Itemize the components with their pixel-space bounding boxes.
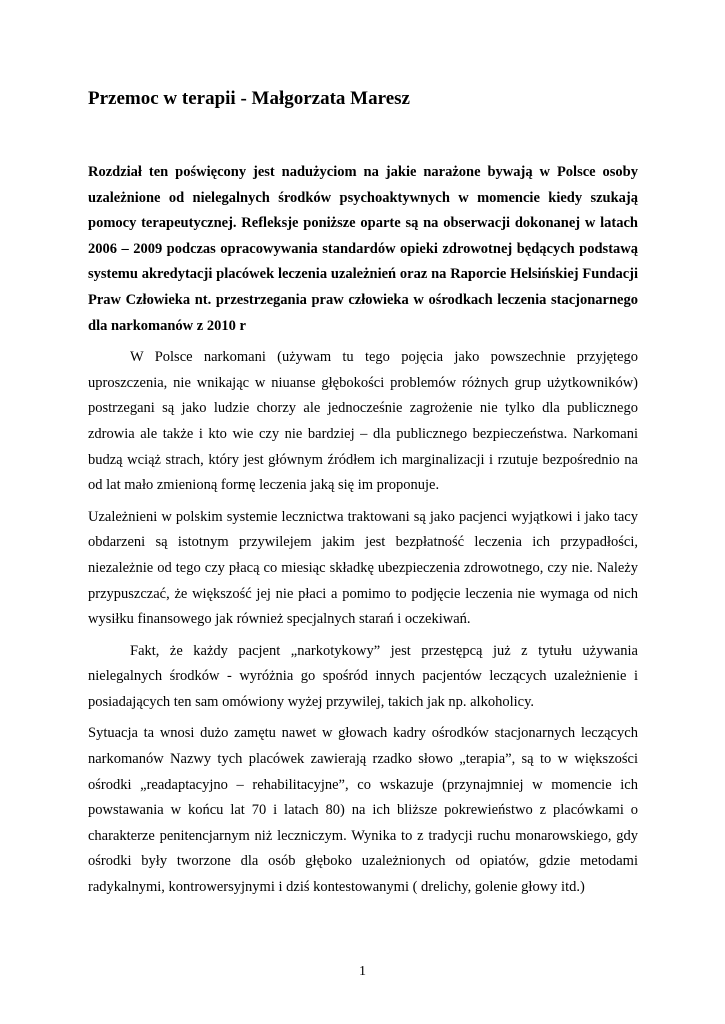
body-paragraph-2: Uzależnieni w polskim systemie lecznictwa traktowani są jako pacjenci wyjątkowi i jako tacy obdarzeni są istotnym przywilejem jakim jest bezpłatność leczenia ich przypadłości, niezależnie od tego czy płacą co miesiąc składkę ubezpieczenia zdrowotnego, czy nie. Należy przypuszczać, że większość jej nie płaci a pomimo to podjęcie leczenia nie wymaga od nich wysiłku finansowego jak również specjalnych starań i oczekiwań. bbox=[88, 508, 638, 628]
body-paragraph-4: Sytuacja ta wnosi dużo zamętu nawet w głowach kadry ośrodków stacjonarnych leczących narkomanów Nazwy tych placówek zawierają rzadko słowo „terapia”, są to w większości ośrodki „readaptacyjno – rehabilitacyjne”, co wskazuje (przynajmniej w momencie ich powstawania w końcu lat 70 i latach 80) na ich bliższe pokrewieństwo z placówkami o charakterze penitencjarnym niż leczniczym. Wynika to z tradycji ruchu monarowskiego, gdy ośrodki były tworzone dla osób głęboko uzależnionych od opiatów, gdzie metodami radykalnymi, kontrowersyjnymi i dziś kontestowanymi ( drelichy, golenie głowy itd.) bbox=[88, 725, 638, 896]
document-title: Przemoc w terapii - Małgorzata Maresz bbox=[88, 88, 410, 109]
page-number: 1 bbox=[359, 964, 366, 979]
body-paragraph-3: Fakt, że każdy pacjent „narkotykowy” jest przestępcą już z tytułu używania nielegalnych środków - wyróżnia go spośród innych pacjentów leczących uzależnienie i posiadających ten sam omówiony wyżej przywilej, takich jak np. alkoholicy. bbox=[88, 642, 638, 710]
abstract-paragraph: Rozdział ten poświęcony jest nadużyciom na jakie narażone bywają w Polsce osoby uzależnione od nielegalnych środków psychoaktywnych w momencie kiedy szukają pomocy terapeutycznej. Refleksje poniższe oparte są na obserwacji dokonanej w latach 2006 – 2009 podczas opracowywania standardów opieki zdrowotnej będących podstawą systemu akredytacji placówek leczenia uzależnień oraz na Raporcie Helsińskiej Fundacji Praw Człowieka nt. przestrzegania praw człowieka w ośrodkach leczenia stacjonarnego dla narkomanów z 2010 r bbox=[88, 164, 638, 334]
body-paragraph-1: W Polsce narkomani (używam tu tego pojęcia jako powszechnie przyjętego uproszczenia, nie wnikając w niuanse głębokości problemów różnych grup użytkowników) postrzegani są jako ludzie chorzy ale jednocześnie zagrożenie nie tylko dla publicznego zdrowia ale także i kto wie czy nie bardziej – dla publicznego bezpieczeństwa. Narkomani budzą wciąż strach, który jest głównym źródłem ich marginalizacji i rzutuje bezpośrednio na od lat mało zmienioną formę leczenia jaką się im proponuje. bbox=[88, 349, 638, 494]
document-body bbox=[88, 160, 638, 901]
